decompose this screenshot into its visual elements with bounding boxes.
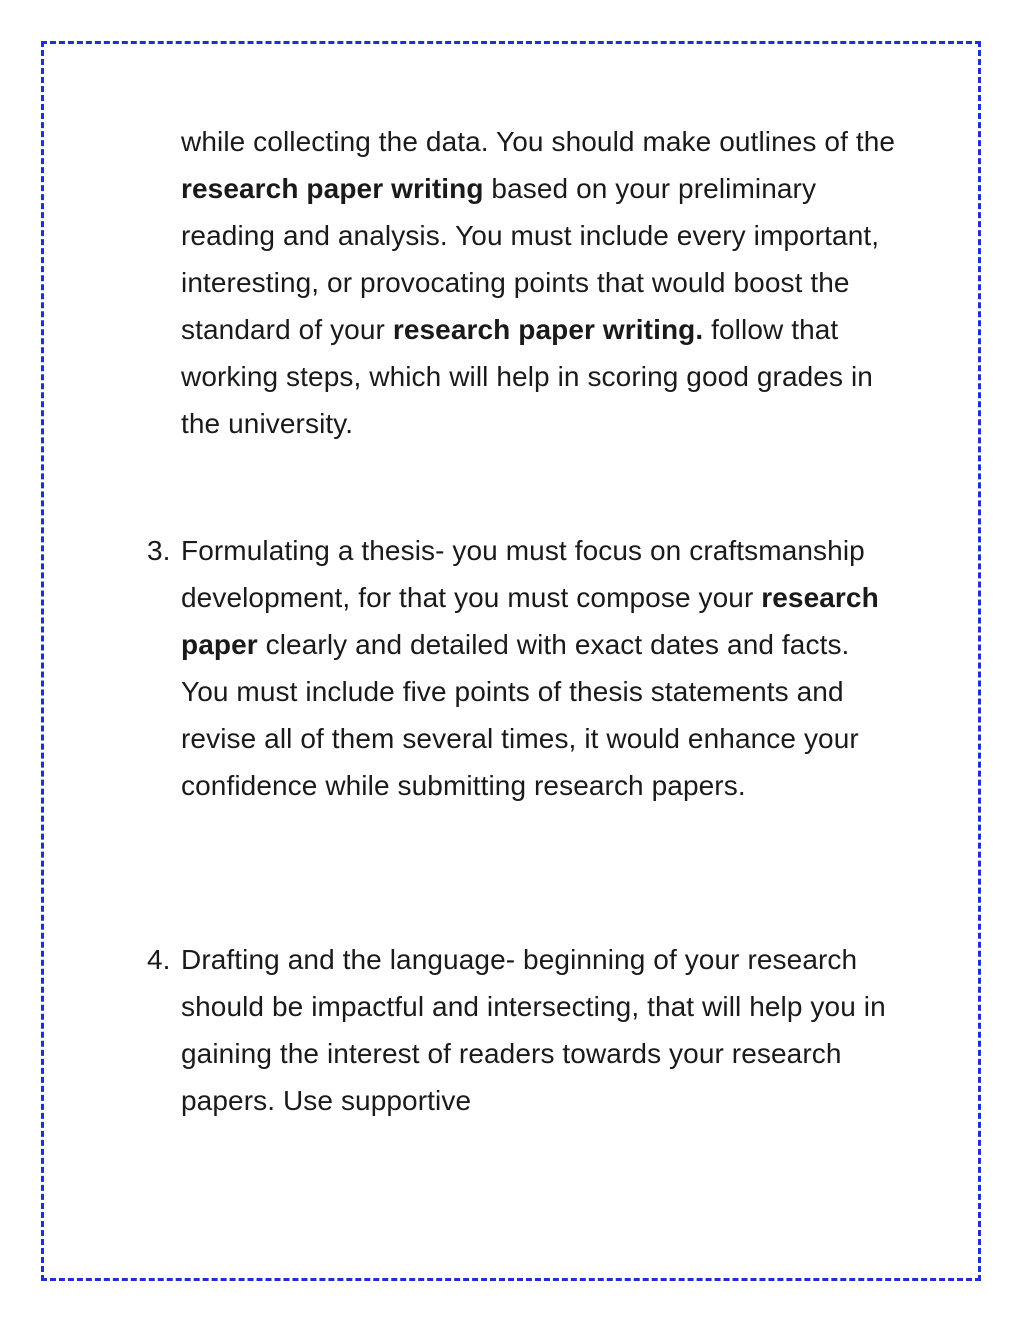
item3-text-1: Formulating a thesis- you must focus on craftsmanship development, for that you must compose your xyxy=(181,535,865,613)
intro-paragraph xyxy=(181,118,901,447)
item3-text-2: clearly and detailed with exact dates and facts. You must include five points of thesis statements and revise all of them several times, it would enhance your confidence while submitting research papers. xyxy=(181,629,859,801)
list-item-3 xyxy=(147,527,901,809)
item3-bold-1: research paper xyxy=(181,582,879,660)
intro-bold-2: research paper writing. xyxy=(392,314,704,345)
item4-text-1: Drafting and the language- beginning of your research should be impactful and intersecting, that will help you in gaining the interest of readers towards your research papers. Use supportive xyxy=(181,944,886,1116)
list-number-4: 4. xyxy=(147,944,171,975)
intro-text-1: while collecting the data. You should make outlines of the xyxy=(181,126,896,157)
intro-bold-1: research paper writing xyxy=(181,173,484,204)
intro-text-2: based on your preliminary reading and analysis. You must include every important, interesting, or provocating points that would boost the standard of your xyxy=(181,173,880,345)
document-body xyxy=(147,118,901,1124)
list-item-4 xyxy=(147,936,901,1124)
list-number-3: 3. xyxy=(147,535,171,566)
intro-text-3: follow that working steps, which will help in scoring good grades in the university. xyxy=(181,314,873,439)
